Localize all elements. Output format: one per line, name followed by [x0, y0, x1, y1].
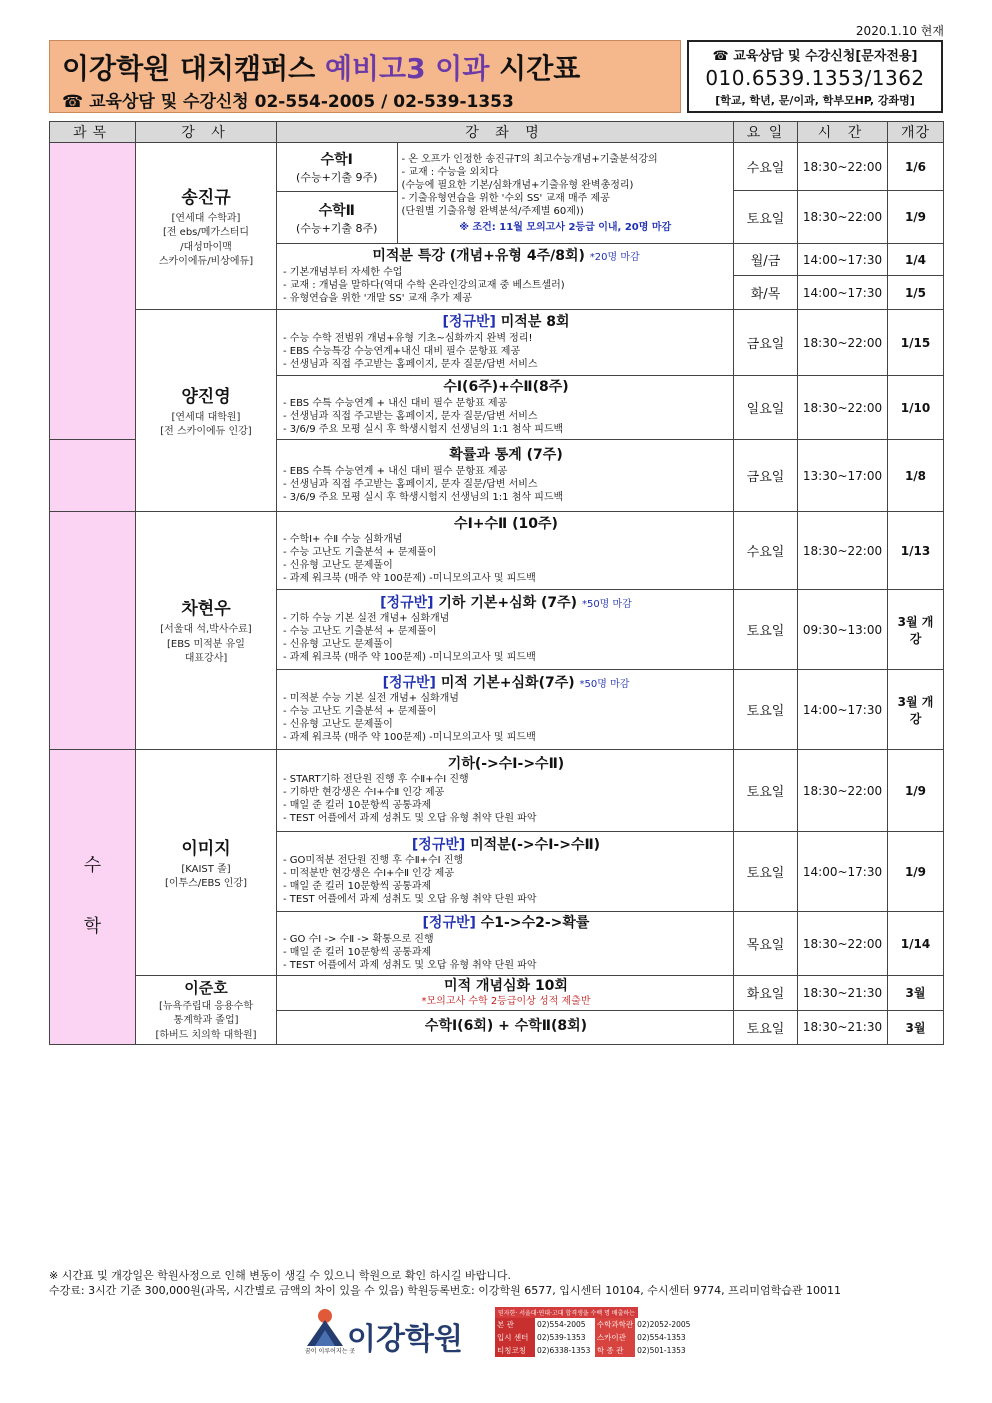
teacher-name: 이미지: [181, 838, 231, 859]
table-row: [50, 750, 944, 832]
table-row: [50, 143, 944, 191]
table-header-row: [50, 122, 944, 143]
start-cell: 1/10: [888, 376, 944, 440]
teacher-cell-junho: [136, 976, 277, 1045]
teacher-cell-cha: [136, 512, 277, 750]
day-cell: 금요일: [734, 310, 798, 376]
course-cell: [정규반] 미적분 8회 - 수능 수학 전범위 개념+유형 기초~심화까지 완벽 정리! - EBS 수능특강 수능연계+내신 대비 필수 문항표 제공 - 선생님과 직접 주고받는 홈페이지, 문자 질문/답변 서비스: [277, 310, 734, 376]
title-suffix: 시간표: [489, 52, 581, 85]
day-cell: 토요일: [734, 590, 798, 670]
start-cell: 1/14: [888, 912, 944, 976]
title-accent: 예비고3 이과: [324, 52, 490, 85]
teacher-desc: [연세대 수학과] [전 ebs/메가스터디 /대성마이맥 스카이에듀/비상에듀]: [158, 212, 254, 267]
timetable: [49, 121, 944, 1045]
teacher-desc: [뉴욕주립대 응용수학 통계학과 졸업] [하버드 치의학 대학원]: [155, 1000, 257, 1041]
teacher-cell-lee: [136, 750, 277, 976]
teacher-desc: [서울대 석,박사수료] [EBS 미적분 유일 대표강사]: [160, 624, 252, 665]
course-cell: [정규반] 미적 기본+심화(7주) *50명 마감 - 미적분 수능 기본 실전 개념+ 심화개념 - 수능 고난도 기출분석 + 문제풀이 - 신유형 고난도 문제풀이 - 과제 워크북 (매주 약 100문제) -미니모의고사 및 피드백: [277, 670, 734, 750]
course-cell: [정규반] 미적분(->수Ⅰ->수Ⅱ) - GO미적분 전단원 진행 후 수Ⅱ+수Ⅰ 진행 - 미적분반 현강생은 수Ⅰ+수Ⅱ 인강 제공 - 매일 준 킬러 10문항씩 공통과제 - TEST 어플에서 과제 성취도 및 오답 유형 취약 단원 파악: [277, 832, 734, 912]
start-cell: 3월 개강: [888, 670, 944, 750]
course-cell: 확률과 통계 (7주) - EBS 수특 수능연계 + 내신 대비 필수 문항표 제공 - 선생님과 직접 주고받는 홈페이지, 문자 질문/답변 서비스 - 3/6/9 주요 모평 실시 후 학생시험지 선생님의 1:1 첨삭 피드백: [277, 440, 734, 512]
academy-logo: [305, 1306, 705, 1356]
start-cell: 1/9: [888, 191, 944, 244]
course-cell: [정규반] 기하 기본+심화 (7주) *50명 마감 - 기하 수능 기본 실전 개념+ 심화개념 - 수능 고난도 기출분석 + 문제풀이 - 신유형 고난도 문제풀이 - 과제 워크북 (매주 약 100문제) -미니모의고사 및 피드백: [277, 590, 734, 670]
time-cell: 18:30~21:30: [798, 976, 888, 1011]
footer-notes: [49, 1268, 943, 1299]
footer-note-schedule: ※ 시간표 및 개강일은 학원사정으로 인해 변동이 생길 수 있으니 학원으로 확인 하시길 바랍니다.: [49, 1269, 511, 1282]
subject-cell-mid: [50, 440, 136, 512]
course-cell: 수학Ⅰ(6회) + 수학Ⅱ(8회): [277, 1010, 734, 1044]
start-cell: 1/6: [888, 143, 944, 191]
time-cell: 18:30~22:00: [798, 310, 888, 376]
table-row: [50, 976, 944, 1011]
footer-note-fee: 수강료: 3시간 기준 300,000원(과목, 시간별로 금액의 차이 있을 수 있음) 학원등록번호: 이강학원 6577, 입시센터 10104, 수시센터 9774, 프리미엄학습관 10011: [49, 1284, 842, 1298]
start-cell: 3월: [888, 976, 944, 1011]
day-cell: 토요일: [734, 670, 798, 750]
song-desc: - 온 오프가 인정한 송진규T의 최고수능개념+기출분석강의 - 교재 : 수능을 외치다 (수능에 필요한 기본/심화개념+기출유형 완벽총정리) - 기출유형연습을 위한 '수외 SS' 교재 매주 제공 (단원별 기출유형 완벽분석/주제별 60제)) ※ 조건: 11월 모의고사 2등급 이내, 20명 마감: [401, 154, 672, 233]
time-cell: 18:30~22:00: [798, 912, 888, 976]
time-cell: 14:00~17:30: [798, 832, 888, 912]
time-cell: 18:30~21:30: [798, 1010, 888, 1044]
day-cell: 토요일: [734, 832, 798, 912]
header-title-box: [49, 40, 681, 113]
song-course-cell: [277, 143, 734, 244]
time-cell: 18:30~22:00: [798, 143, 888, 191]
start-cell: 1/15: [888, 310, 944, 376]
teacher-desc: [KAIST 졸] [이투스/EBS 인강]: [164, 863, 247, 889]
title-prefix: 이강학원 대치캠퍼스: [62, 52, 325, 85]
time-cell: 14:00~17:30: [798, 670, 888, 750]
logo-name: 이강학원: [347, 1322, 463, 1357]
course-cell: 기하(->수Ⅰ->수Ⅱ) - START기하 전단원 진행 후 수Ⅱ+수Ⅰ 진행 - 기하반 현강생은 수Ⅰ+수Ⅱ 인강 제공 - 매일 준 킬러 10문항씩 공통과제 - TEST 어플에서 과제 성취도 및 오답 유형 취약 단원 파악: [277, 750, 734, 832]
day-cell: 수요일: [734, 143, 798, 191]
page-title: [62, 47, 580, 87]
teacher-name: 이준호: [184, 978, 228, 997]
course-cell: 수Ⅰ+수Ⅱ (10주) - 수학Ⅰ+ 수Ⅱ 수능 심화개념 - 수능 고난도 기출분석 + 문제풀이 - 신유형 고난도 문제풀이 - 과제 워크북 (매주 약 100문제) -미니모의고사 및 피드백: [277, 512, 734, 590]
table-row: [50, 512, 944, 590]
teacher-name: 송진규: [181, 187, 231, 208]
col-header-subject: 과목: [50, 122, 136, 143]
song-inner-table: [277, 143, 733, 243]
time-cell: 18:30~22:00: [798, 750, 888, 832]
course-su2: 수학Ⅱ (수능+기출 8주): [277, 192, 397, 243]
col-header-day: 요 일: [734, 122, 798, 143]
time-cell: 14:00~17:30: [798, 244, 888, 276]
branch-row: 티칭코칭 02)6338-1353 학 종 관 02)501-1353: [497, 1346, 686, 1355]
time-cell: 18:30~22:00: [798, 512, 888, 590]
branch-contacts: [495, 1318, 695, 1357]
table-row: [50, 310, 944, 376]
sms-number: 010.6539.1353/1362: [705, 66, 925, 90]
teacher-desc: [연세대 대학원] [전 스카이에듀 인강]: [160, 411, 252, 437]
col-header-start: 개강: [888, 122, 944, 143]
course-special: 미적분 특강 (개념+유형 4주/8회) *20명 마감 - 기본개념부터 자세한 수업 - 교재 : 개념을 말하다(역대 수학 온라인강의교재 중 베스트셀러) - 유형연습을 위한 '개말 SS' 교재 추가 제공: [277, 244, 734, 310]
start-cell: 1/13: [888, 512, 944, 590]
time-cell: 18:30~22:00: [798, 376, 888, 440]
logo-motto: 꿈이 이루어지는 곳: [305, 1348, 356, 1355]
course-su1: 수학Ⅰ (수능+기출 9주): [277, 143, 397, 192]
teacher-name: 차현우: [181, 599, 231, 620]
day-cell: 토요일: [734, 1010, 798, 1044]
start-cell: 3월 개강: [888, 590, 944, 670]
day-cell: 금요일: [734, 440, 798, 512]
time-cell: 18:30~22:00: [798, 191, 888, 244]
course-cell: 수Ⅰ(6주)+수Ⅱ(8주) - EBS 수특 수능연계 + 내신 대비 필수 문항표 제공 - 선생님과 직접 주고받는 홈페이지, 문자 질문/답변 서비스 - 3/6/9 주요 모평 실시 후 학생시험지 선생님의 1:1 첨삭 피드백: [277, 376, 734, 440]
date-label: 2020.1.10 현재: [855, 24, 944, 38]
sms-box: [687, 40, 943, 113]
col-header-time: 시 간: [798, 122, 888, 143]
teacher-cell-song: [136, 143, 277, 310]
day-cell: 월/금: [734, 244, 798, 276]
day-cell: 일요일: [734, 376, 798, 440]
phone-line: ☎ 교육상담 및 수강신청 02-554-2005 / 02-539-1353: [62, 92, 514, 112]
teacher-cell-yang: [136, 310, 277, 512]
page-header: [49, 40, 943, 113]
day-cell: 화요일: [734, 976, 798, 1011]
day-cell: 수요일: [734, 512, 798, 590]
start-cell: 1/5: [888, 276, 944, 310]
start-cell: 1/8: [888, 440, 944, 512]
day-cell: 토요일: [734, 191, 798, 244]
sms-format: [학교, 학년, 문/이과, 학부모HP, 강좌명]: [715, 94, 915, 107]
start-cell: 1/9: [888, 750, 944, 832]
logo-tagline: 믿자한· 서울대·연대·고대 합격생을 수백 명 배출하는: [495, 1307, 638, 1318]
subject-cell-cha: [50, 512, 136, 750]
subject-cell-math: [50, 750, 136, 1045]
time-cell: 13:30~17:00: [798, 440, 888, 512]
course-cell: 미적 개념심화 10회 *모의고사 수학 2등급이상 성적 제출반: [277, 976, 734, 1011]
col-header-course: 강 좌 명: [277, 122, 734, 143]
branch-row: 본 관 02)554-2005 수학과학관 02)2052-2005: [497, 1320, 691, 1329]
day-cell: 토요일: [734, 750, 798, 832]
start-cell: 1/4: [888, 244, 944, 276]
subject-cell-top: [50, 143, 136, 440]
subject-label: 수 학: [83, 855, 102, 937]
col-header-teacher: 강 사: [136, 122, 277, 143]
start-cell: 3월: [888, 1010, 944, 1044]
day-cell: 화/목: [734, 276, 798, 310]
teacher-name: 양진영: [181, 386, 231, 407]
time-cell: 14:00~17:30: [798, 276, 888, 310]
day-cell: 목요일: [734, 912, 798, 976]
start-cell: 1/9: [888, 832, 944, 912]
sms-label: ☎ 교육상담 및 수강신청[문자전용]: [712, 49, 918, 64]
branch-row: 입시 센터 02)539-1353 스카이관 02)554-1353: [497, 1333, 686, 1342]
course-cell: [정규반] 수1->수2->확률 - GO 수Ⅰ -> 수Ⅱ -> 확통으로 진행 - 매일 준 킬러 10문항씩 공통과제 - TEST 어플에서 과제 성취도 및 오답 유형 취약 단원 파악: [277, 912, 734, 976]
time-cell: 09:30~13:00: [798, 590, 888, 670]
